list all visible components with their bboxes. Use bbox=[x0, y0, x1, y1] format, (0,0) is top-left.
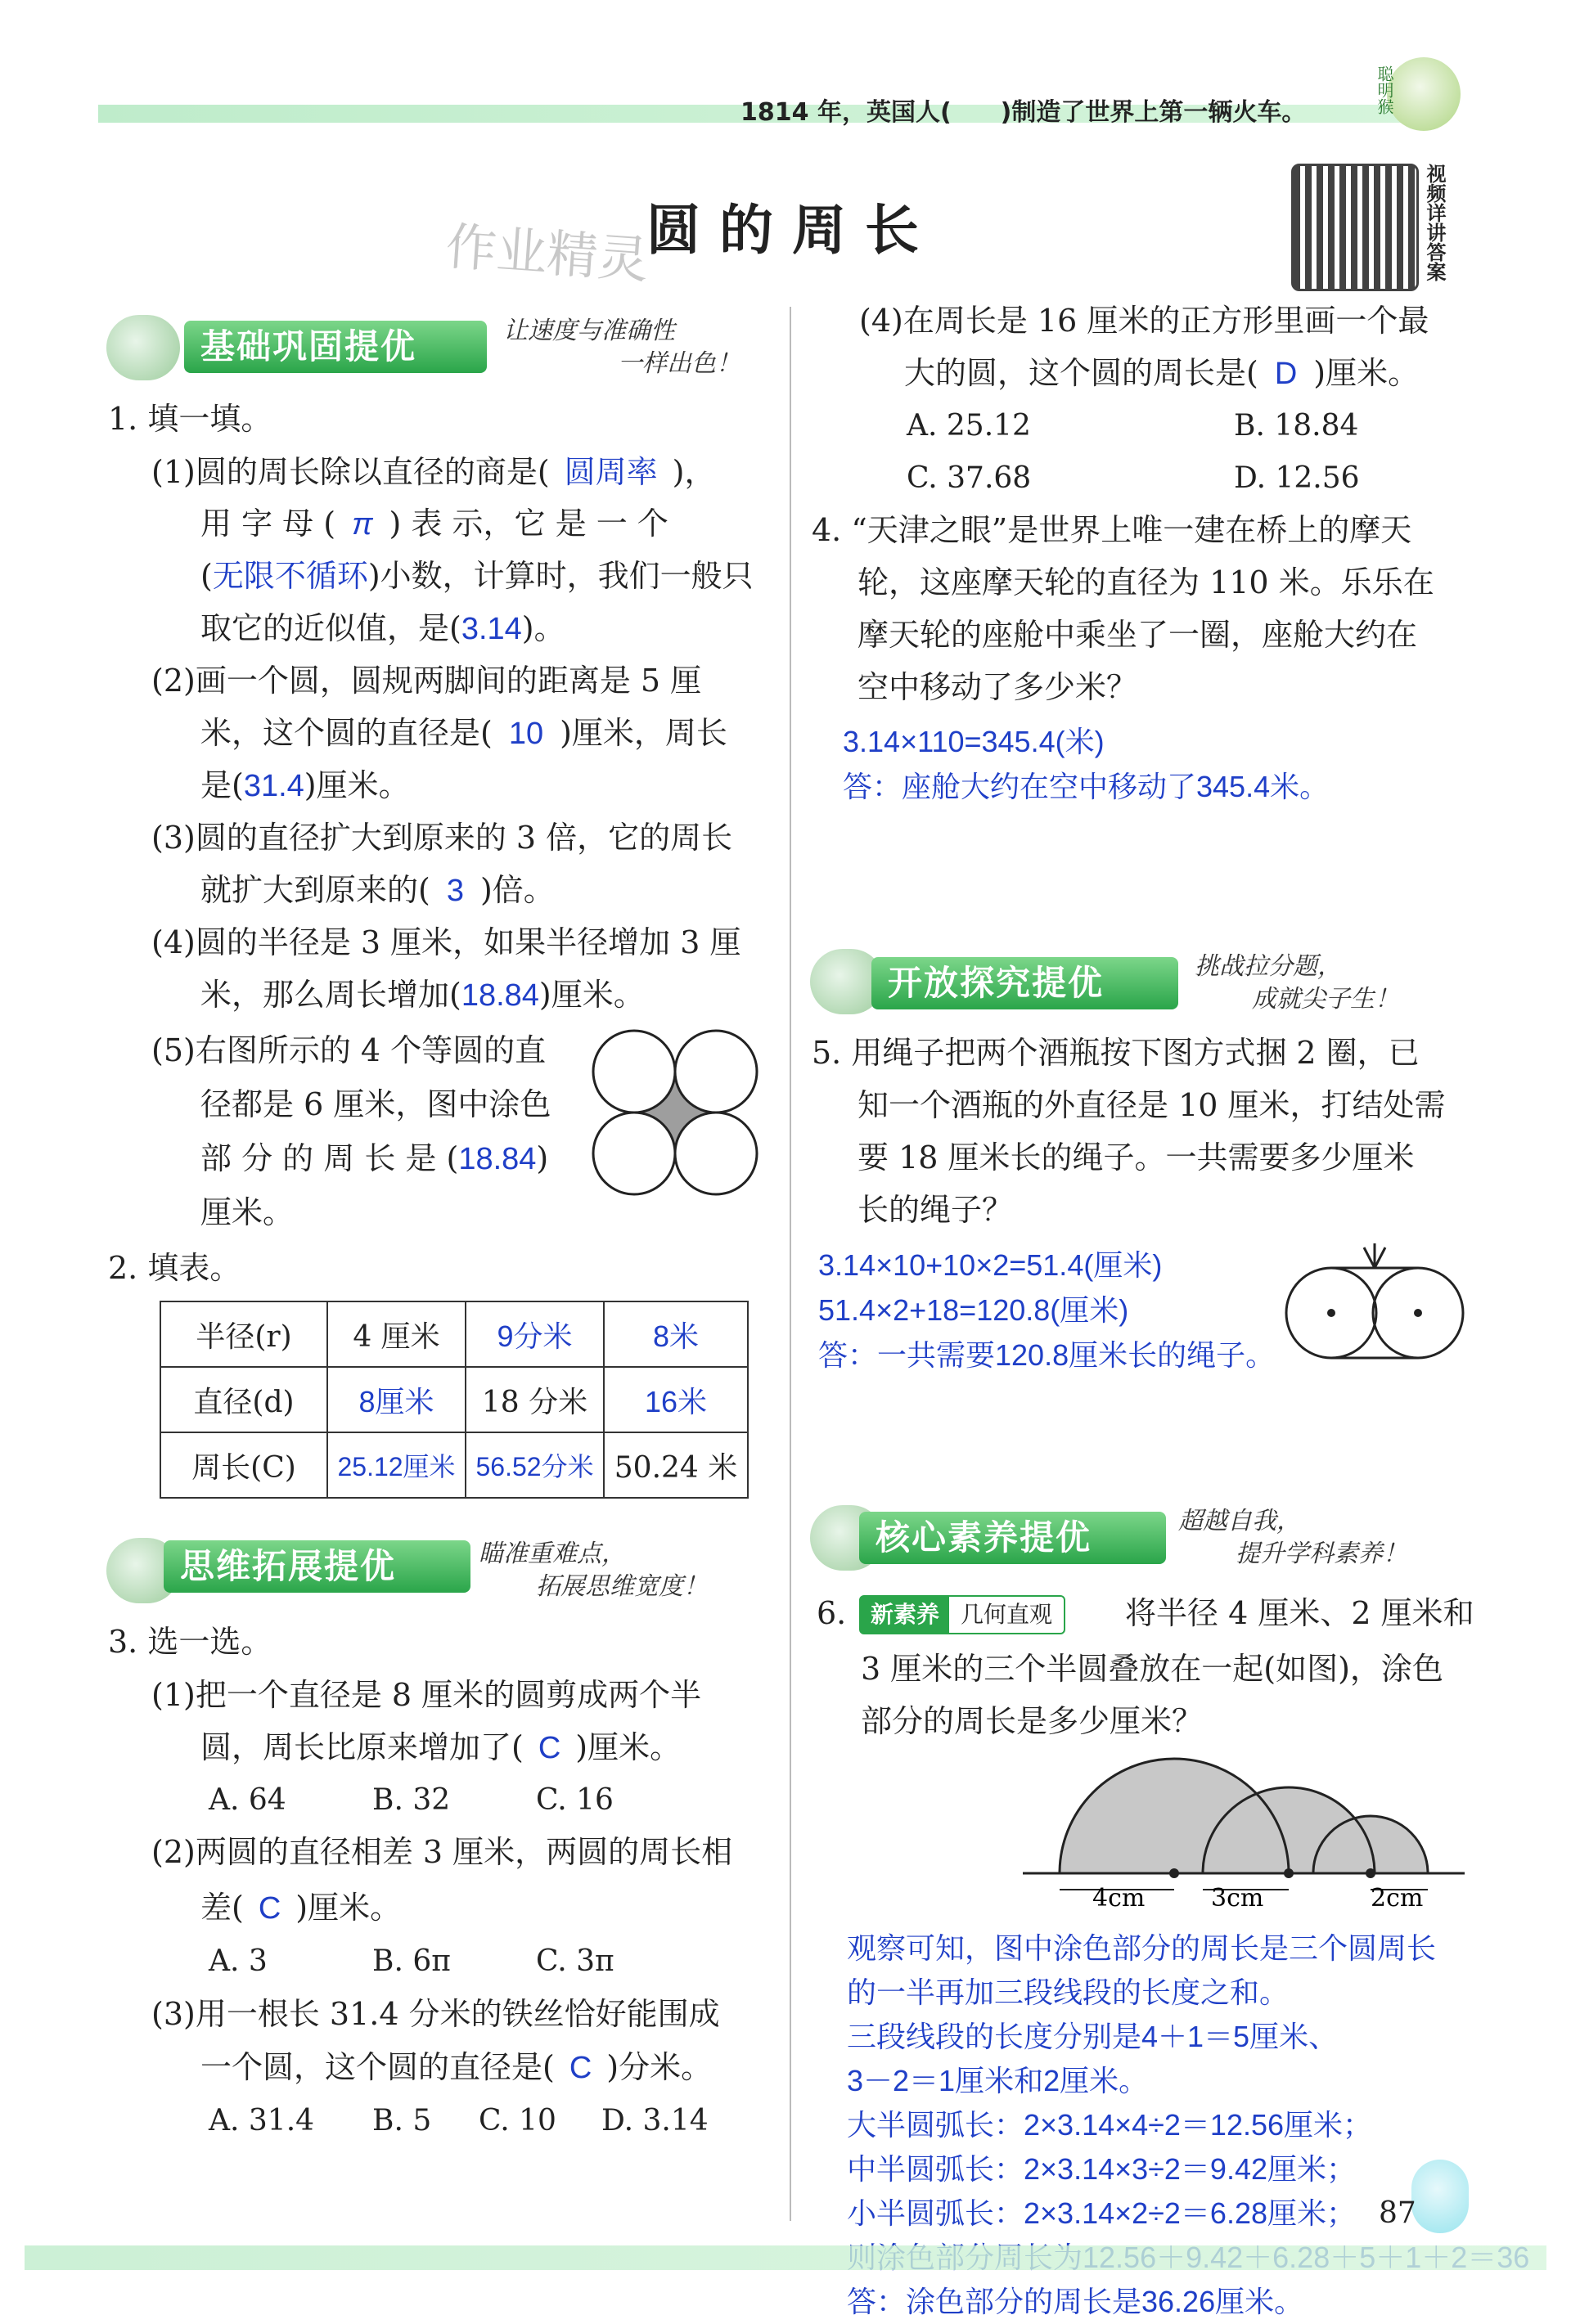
q3-3-options: A. 31.4 B. 5 C. 10 D. 3.14 bbox=[209, 2104, 709, 2137]
q4-line1: 4. “天津之眼”是世界上唯一建在桥上的摩天 bbox=[812, 512, 1412, 548]
section-basic: 基础巩固提优 bbox=[184, 321, 487, 373]
table-cell: 直径(d) bbox=[160, 1367, 327, 1432]
q6-line1: 将半径 4 厘米、2 厘米和 bbox=[1125, 1595, 1474, 1631]
q1-5-line4: 厘米。 bbox=[200, 1194, 295, 1230]
q1-4-line2: 米，那么周长增加(18.84)厘米。 bbox=[200, 977, 645, 1013]
q1-2-line2: 米，这个圆的直径是( 10 )厘米，周长 bbox=[200, 715, 727, 751]
q1-2-line1: (2)画一个圆，圆规两脚间的距离是 5 厘 bbox=[151, 663, 702, 699]
dolphin-icon bbox=[1411, 2160, 1469, 2233]
q4-line3: 摩天轮的座舱中乘坐了一圈，座舱大约在 bbox=[858, 617, 1418, 653]
q1-4-line1: (4)圆的半径是 3 厘米，如果半径增加 3 厘 bbox=[151, 924, 741, 960]
q6-ans-line: 大半圆弧长：2×3.14×4÷2＝12.56厘米； bbox=[847, 2108, 1373, 2142]
q1-2-line3: 是(31.4)厘米。 bbox=[200, 767, 410, 803]
slogan-core-2: 提升学科素养！ bbox=[1236, 1540, 1407, 1568]
q5-line3: 要 18 厘米长的绳子。一共需要多少厘米 bbox=[858, 1140, 1415, 1175]
q5-answer3: 答：一共需要120.8厘米长的绳子。 bbox=[818, 1338, 1276, 1372]
q5-line4: 长的绳子？ bbox=[858, 1192, 1014, 1228]
q3-4-options-row1: A. 25.12 B. 18.84 bbox=[907, 409, 1359, 443]
table-cell: 8米 bbox=[604, 1301, 748, 1367]
q1-line4: 取它的近似值，是(3.14)。 bbox=[200, 610, 565, 646]
section-explore: 开放探究提优 bbox=[871, 957, 1178, 1009]
q3-3-line1: (3)用一根长 31.4 分米的铁丝恰好能围成 bbox=[151, 1996, 720, 2032]
q5-line2: 知一个酒瓶的外直径是 10 厘米，打结处需 bbox=[858, 1087, 1446, 1123]
watermark: 作业精灵 bbox=[443, 216, 650, 290]
footer-bar bbox=[25, 2245, 1546, 2270]
q6-line2: 3 厘米的三个半圆叠放在一起(如图)，涂色 bbox=[861, 1651, 1443, 1687]
table-cell: 4 厘米 bbox=[327, 1301, 466, 1367]
q6-ans-line: 答：涂色部分的周长是36.26厘米。 bbox=[847, 2285, 1304, 2318]
q2-title: 2. 填表。 bbox=[108, 1250, 241, 1286]
fig-label-3cm: 3cm bbox=[1211, 1884, 1264, 1913]
q6-ans-line: 中半圆弧长：2×3.14×3÷2＝9.42厘米； bbox=[847, 2152, 1357, 2186]
q3-4-line1: (4)在周长是 16 厘米的正方形里画一个最 bbox=[859, 303, 1429, 339]
q6-ans-line: 三段线段的长度分别是4＋1＝5厘米、 bbox=[847, 2020, 1339, 2053]
table-cell: 周长(C) bbox=[160, 1432, 327, 1498]
slogan-thinking-1: 瞄准重难点， bbox=[479, 1540, 626, 1568]
q5-line1: 5. 用绳子把两个酒瓶按下图方式捆 2 圈，已 bbox=[812, 1035, 1420, 1071]
q3-4-options-row2: C. 37.68 D. 12.56 bbox=[907, 461, 1360, 495]
q6-ans-line: 3－2＝1厘米和2厘米。 bbox=[847, 2064, 1149, 2097]
slogan-explore-1: 挑战拉分题， bbox=[1195, 952, 1342, 981]
q6-badge bbox=[859, 1595, 1065, 1634]
table-row bbox=[160, 1367, 748, 1432]
q1-5-line1: (5)右图所示的 4 个等圆的直 bbox=[151, 1032, 547, 1068]
table-cell: 18 分米 bbox=[466, 1367, 604, 1432]
q3-2-line2: 差( C )厘米。 bbox=[200, 1890, 402, 1926]
q6-number: 6. bbox=[817, 1595, 847, 1631]
q4-line4: 空中移动了多少米？ bbox=[858, 669, 1138, 705]
q6-ans-line: 观察可知，图中涂色部分的周长是三个圆周长 bbox=[847, 1931, 1437, 1965]
table-cell: 56.52分米 bbox=[466, 1432, 604, 1498]
q6-ans-line: 的一半再加三段线段的长度之和。 bbox=[847, 1976, 1290, 2009]
q1-line2: 用 字 母 ( π ) 表 示，它 是 一 个 bbox=[200, 506, 668, 542]
semicircles-figure bbox=[1019, 1751, 1469, 1914]
table-row bbox=[160, 1301, 748, 1367]
q4-line2: 轮，这座摩天轮的直径为 110 米。乐乐在 bbox=[858, 564, 1434, 600]
mascot-icon bbox=[106, 315, 180, 380]
q3-2-line1: (2)两圆的直径相差 3 厘米，两圆的周长相 bbox=[151, 1834, 733, 1870]
q5-answer2: 51.4×2+18=120.8(厘米) bbox=[818, 1293, 1129, 1327]
q3-1-line1: (1)把一个直径是 8 厘米的圆剪成两个半 bbox=[151, 1677, 702, 1713]
badge-topic: 几何直观 bbox=[961, 1601, 1053, 1628]
q6-line3: 部分的周长是多少厘米？ bbox=[861, 1703, 1204, 1739]
q1-5-line3: 部 分 的 周 长 是 (18.84) bbox=[200, 1140, 549, 1176]
q1-3-line2: 就扩大到原来的( 3 )倍。 bbox=[200, 872, 555, 908]
page-number: 87 bbox=[1379, 2196, 1416, 2230]
slogan-basic-2: 一样出色！ bbox=[618, 349, 740, 378]
section-core: 核心素养提优 bbox=[859, 1512, 1166, 1564]
qr-label: 视频详讲答案 bbox=[1423, 164, 1446, 281]
q6-ans-line: 小半圆弧长：2×3.14×2÷2＝6.28厘米； bbox=[847, 2196, 1357, 2230]
four-circles-figure bbox=[589, 1027, 761, 1198]
header-tagline: 1814 年，英国人( )制造了世界上第一辆火车。 bbox=[740, 98, 1307, 127]
q3-4-line2: 大的圆，这个圆的周长是( D )厘米。 bbox=[904, 355, 1420, 391]
q4-answer1: 3.14×110=345.4(米) bbox=[843, 725, 1105, 758]
brand-name: 聪明猴 bbox=[1375, 65, 1394, 115]
table-cell: 25.12厘米 bbox=[327, 1432, 466, 1498]
table-cell: 9分米 bbox=[466, 1301, 604, 1367]
bottles-figure bbox=[1281, 1239, 1469, 1362]
page-title: 圆 的 周 长 bbox=[646, 199, 919, 262]
table-cell: 16米 bbox=[604, 1367, 748, 1432]
q3-1-options: A. 64 B. 32 C. 16 bbox=[209, 1783, 614, 1817]
q5-answer1: 3.14×10+10×2=51.4(厘米) bbox=[818, 1248, 1163, 1282]
q3-title: 3. 选一选。 bbox=[108, 1624, 272, 1660]
table-cell: 50.24 米 bbox=[604, 1432, 748, 1498]
table-cell: 8厘米 bbox=[327, 1367, 466, 1432]
table-cell: 半径(r) bbox=[160, 1301, 327, 1367]
q4-answer2: 答：座舱大约在空中移动了345.4米。 bbox=[843, 770, 1330, 803]
q1-title: 1. 填一填。 bbox=[108, 401, 272, 437]
brand-mascot-icon bbox=[1387, 57, 1461, 131]
q3-2-options: A. 3 B. 6π C. 3π bbox=[209, 1944, 614, 1978]
badge-new: 新素养 bbox=[861, 1597, 949, 1633]
radius-table bbox=[160, 1301, 749, 1499]
slogan-thinking-2: 拓展思维宽度！ bbox=[536, 1572, 708, 1601]
q3-3-line2: 一个圆，这个圆的直径是( C )分米。 bbox=[200, 2049, 713, 2085]
q1-line3: (无限不循环)小数，计算时，我们一般只 bbox=[200, 558, 754, 594]
q3-1-line2: 圆，周长比原来增加了( C )厘米。 bbox=[200, 1729, 682, 1765]
fig-label-2cm: 2cm bbox=[1371, 1884, 1424, 1913]
slogan-explore-2: 成就尖子生！ bbox=[1252, 985, 1399, 1014]
slogan-basic-1: 让速度与准确性 bbox=[503, 317, 675, 345]
q1-3-line1: (3)圆的直径扩大到原来的 3 倍，它的周长 bbox=[151, 820, 733, 856]
q1-line1: (1)圆的周长除以直径的商是( 圆周率 )， bbox=[151, 454, 716, 490]
slogan-core-1: 超越自我， bbox=[1178, 1507, 1301, 1535]
column-divider bbox=[790, 307, 791, 2221]
section-thinking: 思维拓展提优 bbox=[164, 1540, 470, 1593]
q1-5-line2: 径都是 6 厘米，图中涂色 bbox=[200, 1086, 551, 1122]
fig-label-4cm: 4cm bbox=[1092, 1884, 1146, 1913]
qr-code-icon[interactable] bbox=[1291, 164, 1419, 291]
table-row bbox=[160, 1432, 748, 1498]
